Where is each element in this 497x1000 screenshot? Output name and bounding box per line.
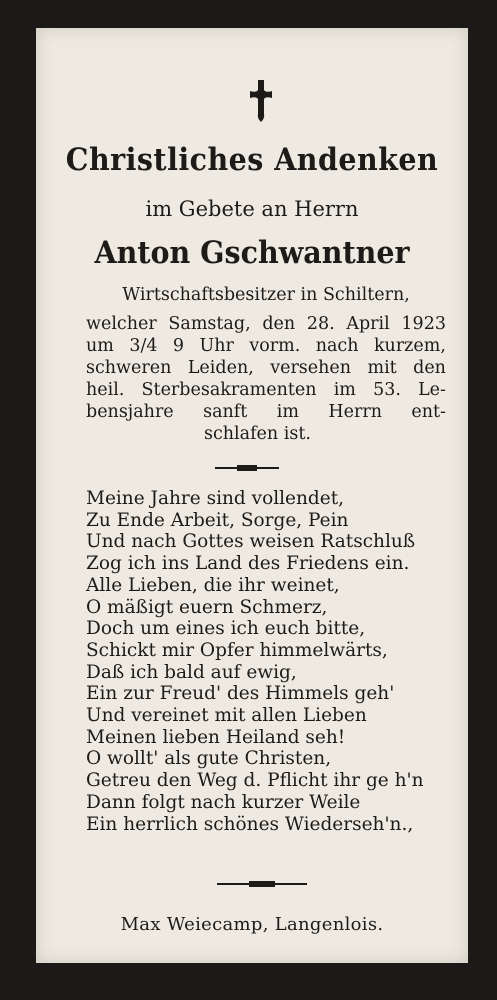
poem-line: Ein herrlich schönes Wiederseh'n., [86,813,414,835]
poem-line: Zu Ende Arbeit, Sorge, Pein [86,509,349,531]
details-line: welcher Samstag, den 28. April 1923 [86,314,446,334]
occupation-line: Wirtschaftsbesitzer in Schiltern, [122,285,410,305]
cross-icon [246,78,276,124]
poem-line: Dann folgt nach kurzer Weile [86,791,361,813]
poem-line: Alle Lieben, die ihr weinet, [86,574,340,596]
poem-line: Meinen lieben Heiland seh! [86,726,346,748]
ornament-divider [217,880,307,888]
poem-line: Schickt mir Opfer himmelwärts, [86,639,388,661]
deceased-name: Anton Gschwantner [94,235,410,271]
death-details [86,313,446,445]
poem-line: O wollt' als gute Christen, [86,748,332,770]
poem-line: Zog ich ins Land des Friedens ein. [86,553,410,575]
poem-line: O mäßigt euern Schmerz, [86,596,328,618]
poem-line: Getreu den Weg d. Pflicht ihr ge h'n [86,770,424,792]
details-line: bensjahre sanft im Herrn ent- [86,402,446,422]
poem [86,488,446,835]
poem-line: Doch um eines ich euch bitte, [86,618,366,640]
ornament-divider [215,464,279,472]
card-subtitle: im Gebete an Herrn [145,197,359,221]
occupation-block [86,284,446,306]
details-line: schlafen ist. [204,424,311,444]
poem-line: Meine Jahre sind vollendet, [86,488,345,509]
poem-line: Ein zur Freud' des Himmels geh' [86,683,395,705]
printer-credit: Max Weiecamp, Langenlois. [120,914,384,935]
details-line: um 3/4 9 Uhr vorm. nach kurzem, [86,336,446,356]
poem-line: Und vereinet mit allen Lieben [86,705,367,727]
poem-line: Daß ich bald auf ewig, [86,661,297,683]
details-line: heil. Sterbesakramenten im 53. Le- [86,380,446,400]
poem-line: Und nach Gottes weisen Ratschluß [86,531,416,553]
details-line: schweren Leiden, versehen mit den [86,358,446,378]
card-title: Christliches Andenken [65,142,439,178]
